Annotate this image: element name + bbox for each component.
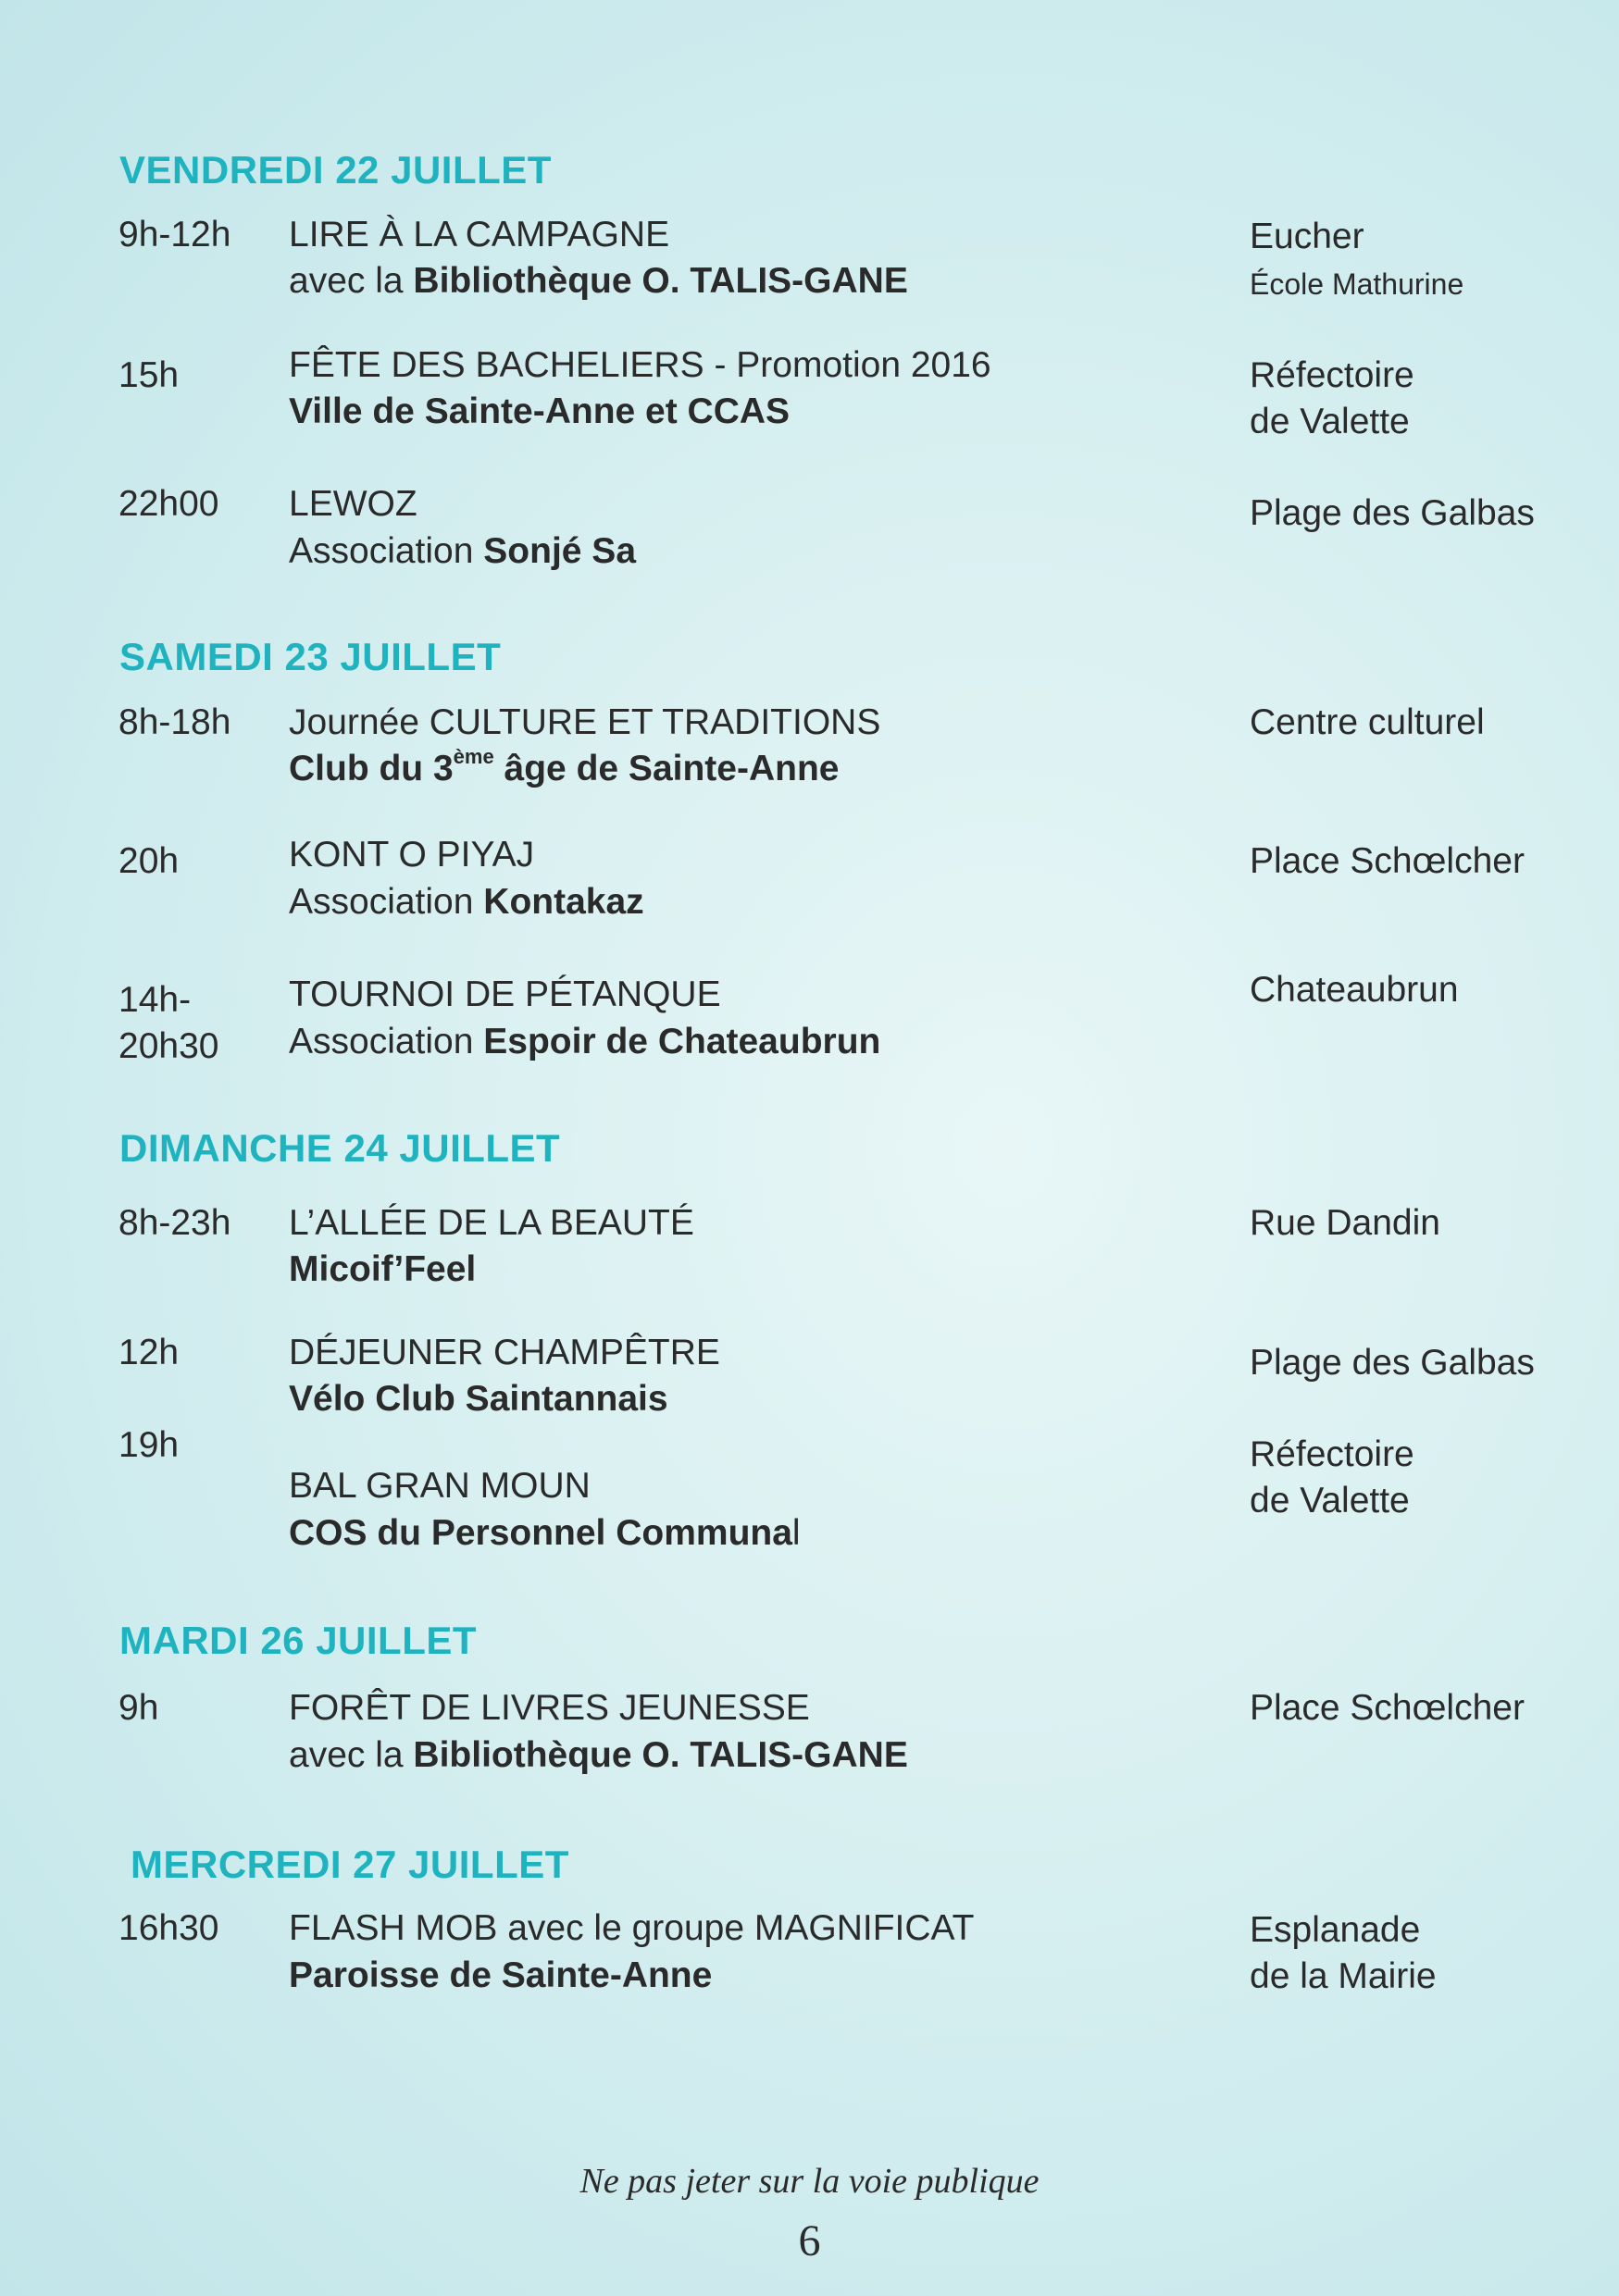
- event-time: 8h-23h: [118, 1203, 231, 1243]
- day-heading: SAMEDI 23 JUILLET: [119, 635, 502, 678]
- event-place: Rue Dandin: [1250, 1203, 1440, 1243]
- organizer-prefix: Association: [289, 1022, 484, 1061]
- event-place: Chateaubrun: [1250, 970, 1459, 1010]
- day-heading: DIMANCHE 24 JUILLET: [119, 1126, 561, 1170]
- footer-note: Ne pas jeter sur la voie publique: [579, 2162, 1040, 2201]
- event-place-sub: École Mathurine: [1250, 267, 1464, 301]
- event-title: KONT O PIYAJ: [289, 835, 535, 875]
- event-place: de Valette: [1250, 1481, 1410, 1520]
- event-organizer: [289, 746, 839, 792]
- event-time: 20h: [118, 841, 180, 881]
- event-organizer: Ville de Sainte-Anne et CCAS: [289, 391, 791, 431]
- organizer-name: Kontakaz: [483, 882, 644, 922]
- event-organizer: [289, 528, 636, 575]
- event-title: BAL GRAN MOUN: [289, 1466, 591, 1506]
- event-organizer: [289, 1510, 801, 1557]
- organizer-prefix: Association: [289, 882, 484, 922]
- event-organizer: Paroisse de Sainte-Anne: [289, 1955, 713, 1995]
- page-number: 6: [798, 2216, 821, 2265]
- day-heading: VENDREDI 22 JUILLET: [119, 148, 552, 192]
- organizer-prefix: avec la: [289, 1735, 414, 1775]
- event-title: TOURNOI DE PÉTANQUE: [289, 974, 721, 1014]
- event-place: Plage des Galbas: [1250, 1343, 1535, 1383]
- event-organizer: [289, 258, 908, 304]
- event-place: de Valette: [1250, 402, 1410, 441]
- event-place: Plage des Galbas: [1250, 493, 1535, 533]
- organizer-name: Espoir de Chateaubrun: [483, 1022, 881, 1061]
- event-organizer: [289, 1019, 880, 1065]
- event-place: Eucher: [1250, 217, 1364, 256]
- event-title: FORÊT DE LIVRES JEUNESSE: [289, 1688, 810, 1728]
- event-place: Esplanade: [1250, 1910, 1421, 1950]
- event-time: 14h-: [118, 980, 192, 1020]
- organizer-prefix: Association: [289, 531, 484, 571]
- event-title: LIRE À LA CAMPAGNE: [289, 215, 670, 254]
- organizer-name-rest: âge de Sainte-Anne: [493, 749, 840, 788]
- event-title: L’ALLÉE DE LA BEAUTÉ: [289, 1203, 694, 1243]
- event-time: 19h: [118, 1425, 180, 1465]
- event-time: 16h30: [118, 1908, 219, 1948]
- event-organizer: [289, 879, 644, 925]
- event-place: Réfectoire: [1250, 355, 1414, 395]
- event-place: Place Schœlcher: [1250, 1688, 1525, 1728]
- event-place: de la Mairie: [1250, 1956, 1437, 1996]
- event-time: 12h: [118, 1333, 180, 1372]
- ordinal-superscript: ème: [453, 745, 494, 768]
- event-title: FLASH MOB avec le groupe MAGNIFICAT: [289, 1908, 975, 1948]
- event-title: FÊTE DES BACHELIERS - Promotion 2016: [289, 345, 991, 385]
- event-place: Réfectoire: [1250, 1434, 1414, 1474]
- event-time: 9h-12h: [118, 215, 231, 254]
- event-organizer: [289, 1732, 908, 1779]
- organizer-name: Bibliothèque O. TALIS-GANE: [413, 1735, 908, 1775]
- organizer-name-tail: l: [791, 1513, 801, 1553]
- event-time: 22h00: [118, 484, 219, 524]
- event-time: 9h: [118, 1688, 159, 1728]
- event-time: 20h30: [118, 1026, 219, 1066]
- event-place: Centre culturel: [1250, 702, 1485, 742]
- organizer-name: Club du 3: [289, 749, 454, 788]
- event-title: Journée CULTURE ET TRADITIONS: [289, 702, 881, 742]
- event-time: 8h-18h: [118, 702, 231, 742]
- day-heading: MARDI 26 JUILLET: [119, 1619, 478, 1662]
- organizer-prefix: avec la: [289, 261, 414, 301]
- event-title: DÉJEUNER CHAMPÊTRE: [289, 1333, 720, 1372]
- event-place: Place Schœlcher: [1250, 841, 1525, 881]
- organizer-name: Bibliothèque O. TALIS-GANE: [413, 261, 908, 301]
- event-organizer: Micoif’Feel: [289, 1249, 477, 1289]
- event-title: LEWOZ: [289, 484, 417, 524]
- event-time: 15h: [118, 355, 180, 395]
- event-organizer: Vélo Club Saintannais: [289, 1379, 668, 1419]
- organizer-name: Sonjé Sa: [483, 531, 637, 571]
- organizer-name: COS du Personnel Communa: [289, 1513, 792, 1553]
- day-heading: MERCREDI 27 JUILLET: [131, 1843, 569, 1886]
